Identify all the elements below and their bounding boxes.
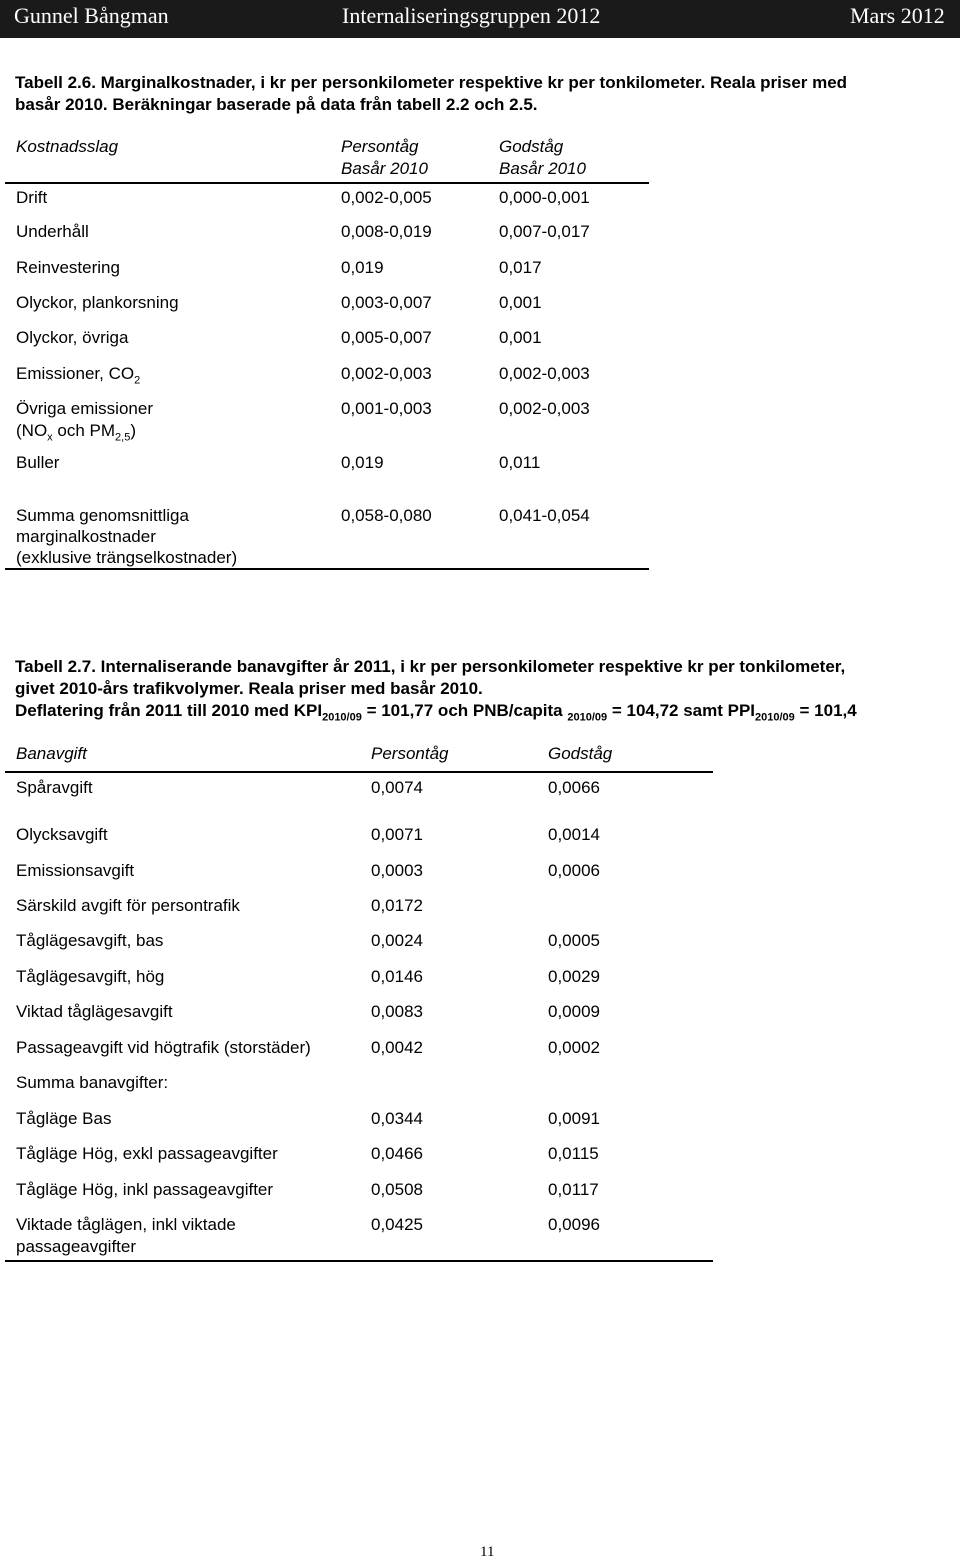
row-person: 0,002-0,003 [341, 364, 432, 383]
row-label: Emissionsavgift [16, 861, 135, 880]
row-gods: 0,0014 [548, 825, 600, 844]
row-person: 0,019 [341, 453, 384, 472]
row-gods: 0,0066 [548, 778, 600, 797]
row-gods: 0,001 [499, 293, 542, 312]
row-gods: 0,001 [499, 328, 542, 347]
table1-header-person-1: Persontåg [341, 137, 419, 156]
row-label: Tågläge Hög, exkl passageavgifter [16, 1144, 278, 1163]
row-label: Buller [16, 453, 60, 472]
table2-caption-line2: givet 2010-års trafikvolymer. Reala priser med basår 2010. [15, 679, 483, 698]
header-group: Internaliseringsgruppen 2012 [342, 3, 601, 28]
row-gods: 0,0096 [548, 1215, 600, 1234]
row-label: Spåravgift [16, 778, 93, 797]
row-label: Olycksavgift [16, 825, 108, 844]
row-label-line2: ($NO_x$ och $PM_{2,5}$) [16, 421, 136, 444]
row-person: 0,0083 [371, 1002, 423, 1021]
row-label-line2: passageavgifter [16, 1237, 137, 1256]
row-person: 0,0466 [371, 1144, 423, 1163]
row-person: 0,0508 [371, 1180, 423, 1199]
table2-caption-line1: Tabell 2.7. Internaliserande banavgifter år 2011, i kr per personkilometer respektive kr per tonkilometer, [15, 657, 846, 676]
table2-header-rule [5, 771, 713, 773]
row-person: 0,0172 [371, 896, 423, 915]
row-person: 0,001-0,003 [341, 399, 432, 418]
table2-caption-line3: Deflatering från 2011 till 2010 med $KPI_{2010/09} = 101,77$ och PNB/capita $_{2010/09}$ = 104,72 samt $PPI_{2010/09} = 101,4$ [15, 701, 857, 724]
row-label: Drift [16, 188, 48, 207]
table2-header-banavgift: Banavgift [16, 744, 87, 763]
row-gods: 0,000-0,001 [499, 188, 590, 207]
row-person: 0,0146 [371, 967, 423, 986]
row-label: Tåglägesavgift, hög [16, 967, 165, 986]
row-person: 0,0344 [371, 1109, 423, 1128]
row-label: Emissioner, $CO_2$ [16, 364, 141, 387]
row-person: 0,005-0,007 [341, 328, 432, 347]
header-author: Gunnel Bångman [14, 3, 169, 28]
row-person: 0,0074 [371, 778, 423, 797]
row-person: 0,0003 [371, 861, 423, 880]
row-label: Särskild avgift för persontrafik [16, 896, 240, 915]
row-person: 0,002-0,005 [341, 188, 432, 207]
row-person: 0,0042 [371, 1038, 423, 1057]
table1-header-gods-2: Basår 2010 [499, 159, 586, 178]
row-gods: 0,0009 [548, 1002, 600, 1021]
summary-label-1: Summa genomsnittliga [16, 506, 189, 525]
header-date: Mars 2012 [850, 3, 945, 28]
row-label: Tågläge Bas [16, 1109, 112, 1128]
table2-header-person: Persontåg [371, 744, 449, 763]
row-label: Tåglägesavgift, bas [16, 931, 164, 950]
summary-gods: 0,041-0,054 [499, 506, 590, 525]
row-label: Underhåll [16, 222, 89, 241]
row-person: 0,0425 [371, 1215, 423, 1234]
row-gods: 0,017 [499, 258, 542, 277]
summary-label-2: marginalkostnader [16, 527, 156, 546]
row-label: Passageavgift vid högtrafik (storstäder) [16, 1038, 311, 1057]
table1-caption-line2: basår 2010. Beräkningar baserade på data från tabell 2.2 och 2.5. [15, 95, 538, 114]
row-gods: 0,0115 [548, 1144, 599, 1163]
row-label: Olyckor, övriga [16, 328, 129, 347]
page-header [0, 0, 960, 38]
table2-bottom-rule [5, 1260, 713, 1262]
table1-header-person-2: Basår 2010 [341, 159, 428, 178]
row-label: Olyckor, plankorsning [16, 293, 179, 312]
row-gods: 0,0117 [548, 1180, 599, 1199]
table1-header-kostnadsslag: Kostnadsslag [16, 137, 119, 156]
table1-header-gods-1: Godståg [499, 137, 564, 156]
row-label: Viktad tåglägesavgift [16, 1002, 173, 1021]
summary-person: 0,058-0,080 [341, 506, 432, 525]
row-person: 0,008-0,019 [341, 222, 432, 241]
row-gods: 0,011 [499, 453, 541, 472]
table1-bottom-rule [5, 568, 649, 570]
row-person: 0,0024 [371, 931, 423, 950]
table1-header-rule [5, 182, 649, 184]
summary-label-3: (exklusive trängselkostnader) [16, 548, 238, 567]
row-gods: 0,0091 [548, 1109, 600, 1128]
page-number: 11 [480, 1544, 495, 1560]
row-label: Summa banavgifter: [16, 1073, 169, 1092]
row-label: Övriga emissioner [16, 399, 153, 418]
row-label: Tågläge Hög, inkl passageavgifter [16, 1180, 274, 1199]
row-gods: 0,0006 [548, 861, 600, 880]
row-gods: 0,0029 [548, 967, 600, 986]
row-gods: 0,0005 [548, 931, 600, 950]
row-gods: 0,007-0,017 [499, 222, 590, 241]
row-label: Viktade tåglägen, inkl viktade [16, 1215, 236, 1234]
row-gods: 0,002-0,003 [499, 364, 590, 383]
row-gods: 0,0002 [548, 1038, 600, 1057]
row-label: Reinvestering [16, 258, 120, 277]
row-person: 0,003-0,007 [341, 293, 432, 312]
row-person: 0,019 [341, 258, 384, 277]
table2-header-gods: Godståg [548, 744, 613, 763]
table1-caption-line1: Tabell 2.6. Marginalkostnader, i kr per personkilometer respektive kr per tonkilometer. Reala priser med [15, 73, 848, 92]
row-gods: 0,002-0,003 [499, 399, 590, 418]
row-person: 0,0071 [371, 825, 423, 844]
